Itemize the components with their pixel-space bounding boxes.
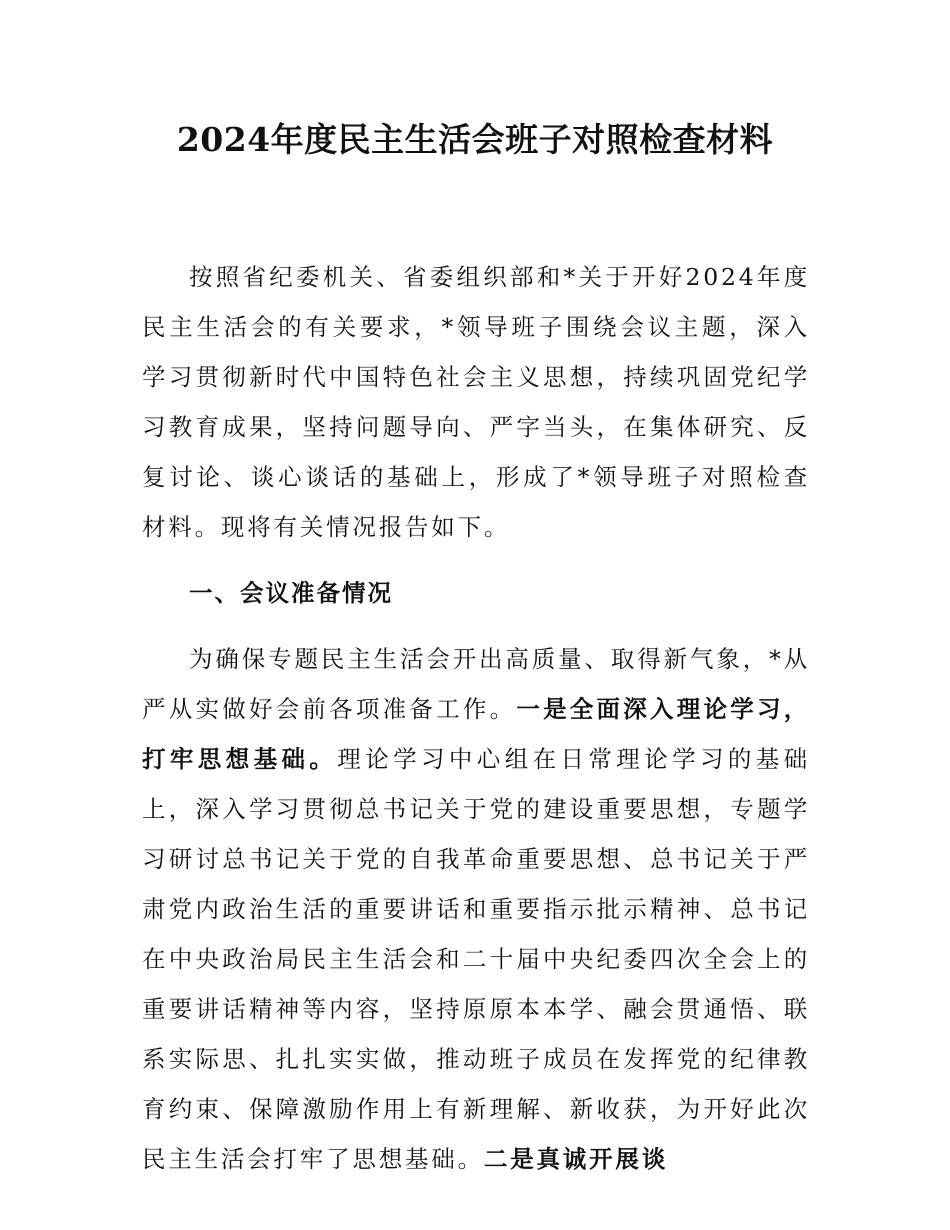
bold-emphasis: 一是全面深入理论学习，打牢思想基础。 <box>142 695 810 773</box>
section-paragraph <box>142 634 810 1184</box>
document-title: 2024年度民主生活会班子对照检查材料 <box>176 120 774 159</box>
document-body <box>142 252 810 1200</box>
paragraph-text: 为确保专题民主生活会开出高质量、取得新气象，*从严从实做好会前各项准备工作。 <box>142 645 810 723</box>
bold-emphasis: 二是真诚开展谈 <box>483 1145 669 1173</box>
intro-paragraph: 按照省纪委机关、省委组织部和*关于开好2024年度民主生活会的有关要求，*领导班子围绕会议主题，深入学习贯彻新时代中国特色社会主义思想，持续巩固党纪学习教育成果，坚持问题导向、严字当头，在集体研究、反复讨论、谈心谈话的基础上，形成了*领导班子对照检查材料。现将有关情况报告如下。 <box>142 263 810 541</box>
section-heading: 一、会议准备情况 <box>189 579 393 607</box>
paragraph-text: 理论学习中心组在日常理论学习的基础上，深入学习贯彻总书记关于党的建设重要思想，专题学习研讨总书记关于党的自我革命重要思想、总书记关于严肃党内政治生活的重要讲话和重要指示批示精神、总书记在中央政治局民主生活会和二十届中央纪委四次全会上的重要讲话精神等内容，坚持原原本本学、融会贯通悟、联系实际思、扎扎实实做，推动班子成员在发挥党的纪律教育约束、保障激励作用上有新理解、新收获，为开好此次民主生活会打牢了思想基础。 <box>142 745 810 1173</box>
